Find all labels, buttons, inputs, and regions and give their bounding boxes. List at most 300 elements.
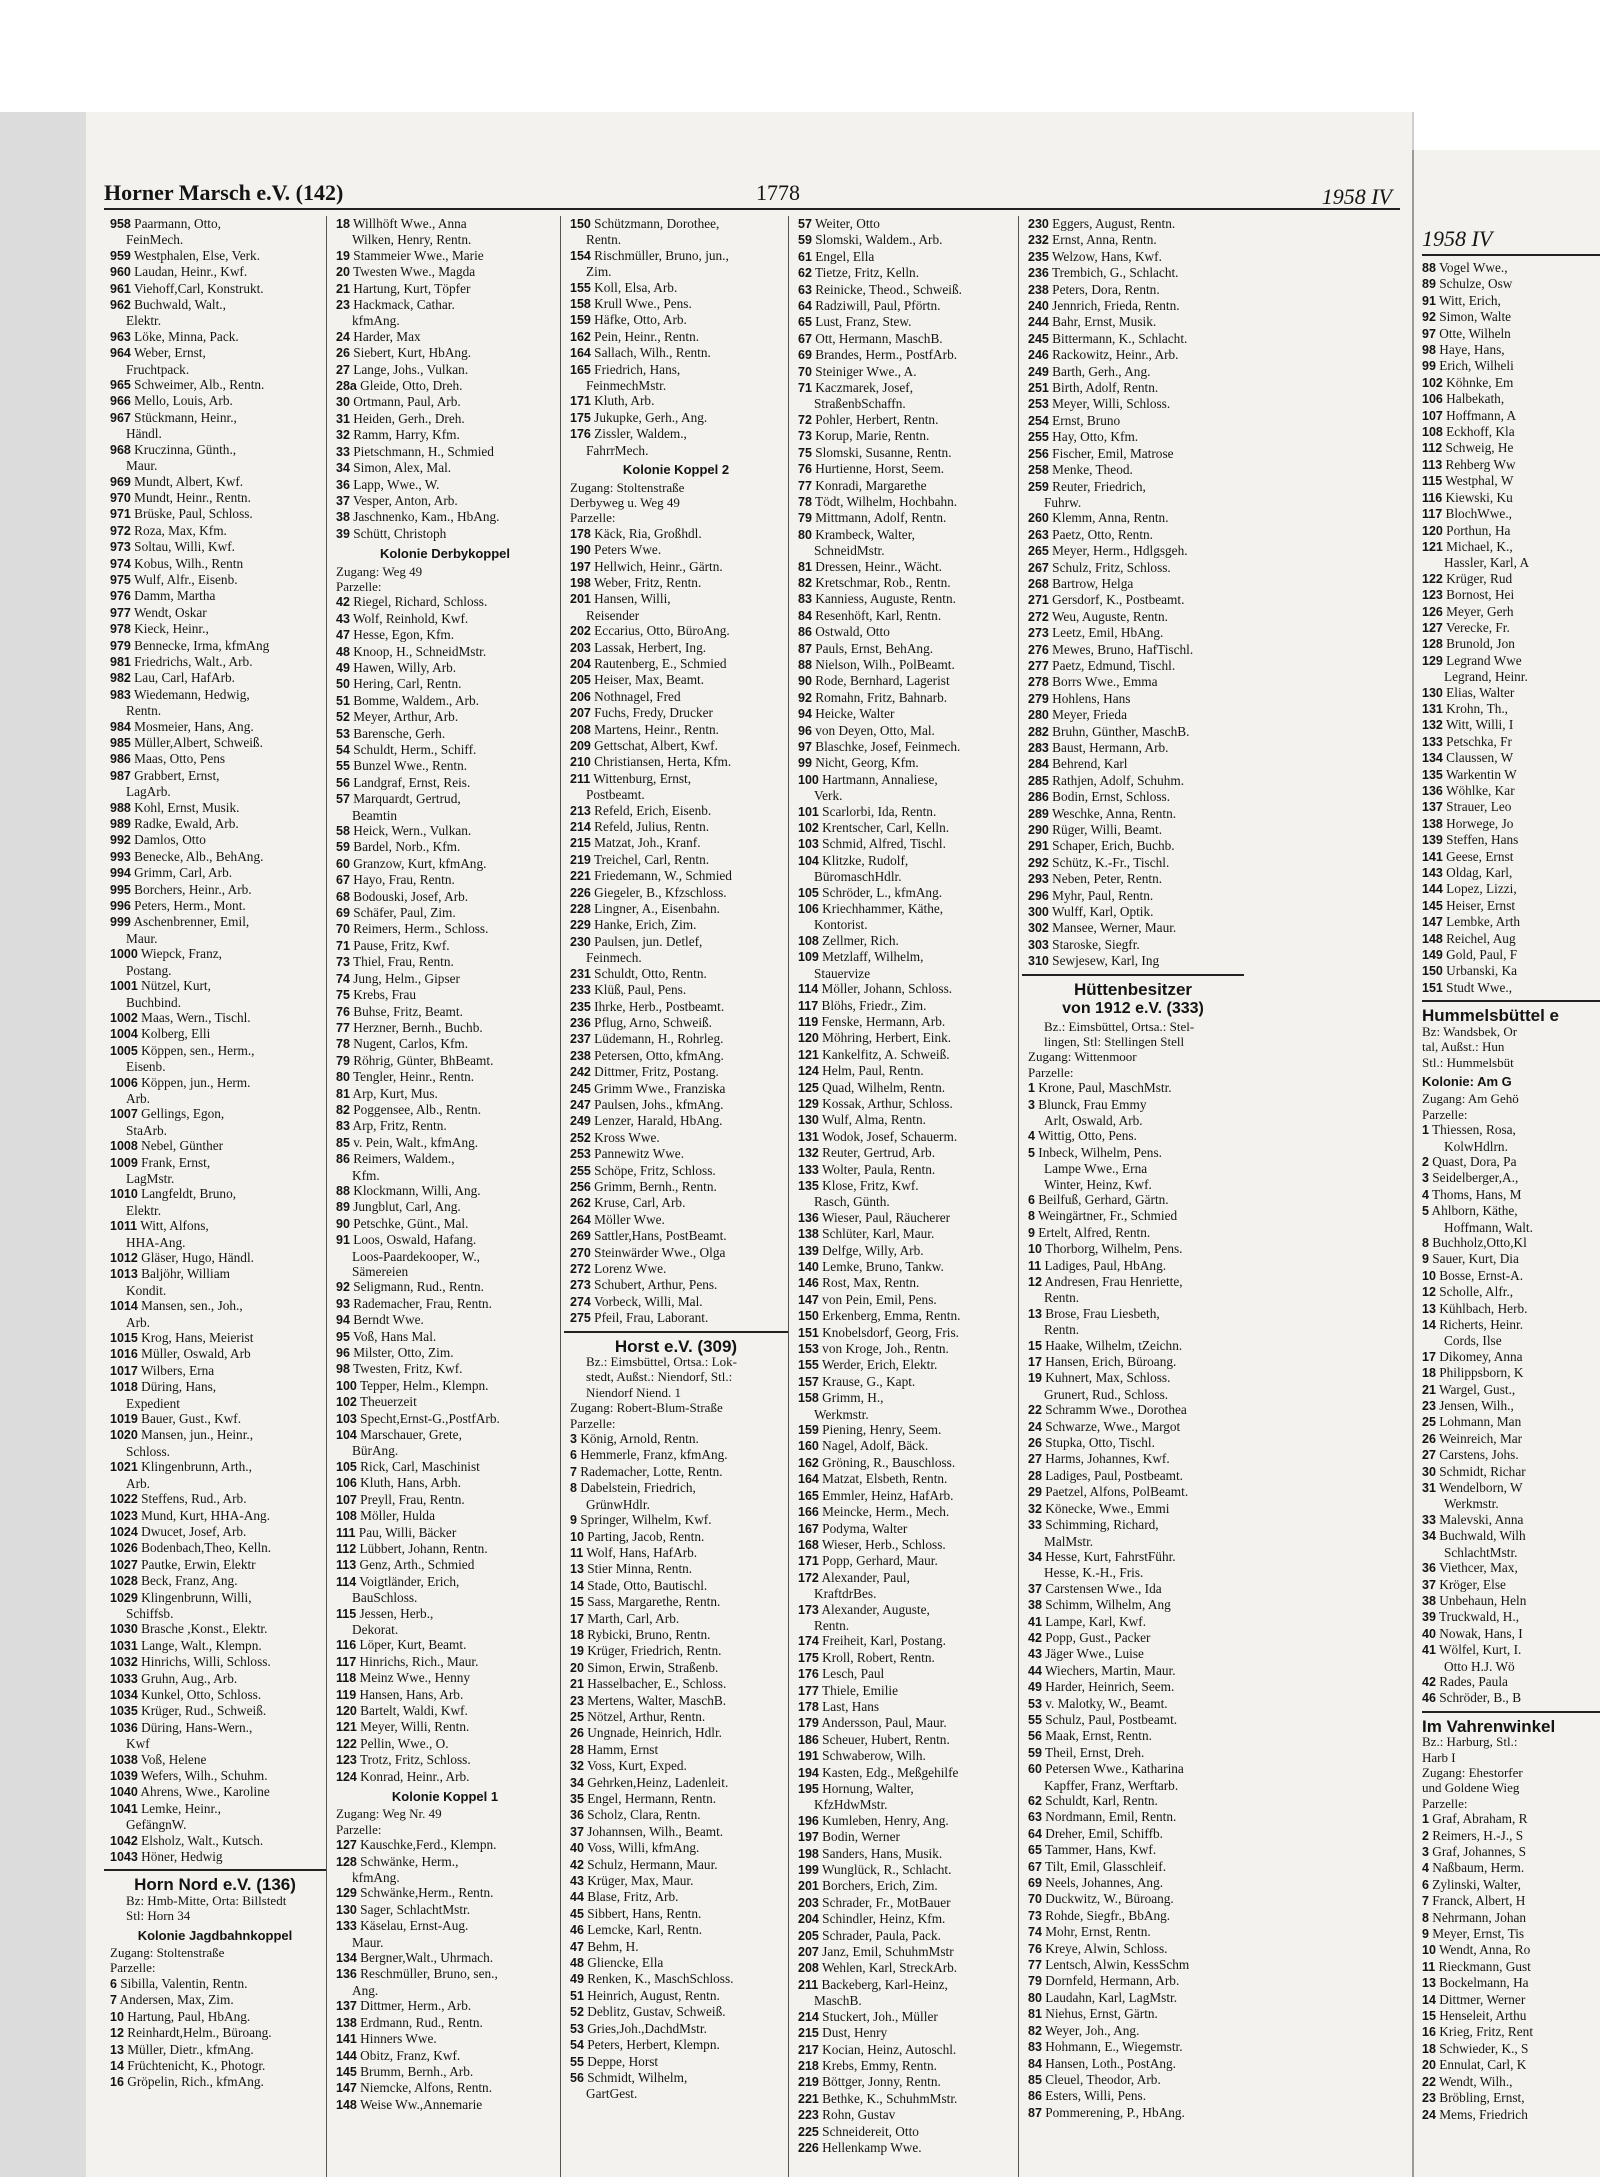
list-item: 976 Damm, Martha bbox=[110, 588, 216, 604]
list-item: 32 Könecke, Wwe., Emmi bbox=[1028, 1500, 1170, 1516]
list-item: 1032 Hinrichs, Willi, Schloss. bbox=[110, 1654, 271, 1670]
list-item: 235 Ihrke, Herb., Postbeamt. bbox=[570, 998, 725, 1014]
list-item: 22 Wendt, Wilh., bbox=[1422, 2073, 1513, 2089]
adjacent-page-header: 1958 IV bbox=[1422, 226, 1600, 256]
list-item: 107 Preyll, Frau, Rentn. bbox=[336, 1491, 465, 1507]
list-item: 236 Pflug, Arno, Schweiß. bbox=[570, 1014, 713, 1030]
list-item: 1035 Krüger, Rud., Schweiß. bbox=[110, 1703, 267, 1719]
list-item: SchneidMstr. bbox=[814, 543, 885, 559]
list-item: 160 Nagel, Adolf, Bäck. bbox=[798, 1438, 929, 1454]
list-item: 284 Behrend, Karl bbox=[1028, 756, 1128, 772]
list-item: 4 Wittig, Otto, Pens. bbox=[1028, 1128, 1137, 1144]
list-item: 38 Jaschnenko, Kam., HbAng. bbox=[336, 509, 500, 525]
list-item: 98 Haye, Hans, bbox=[1422, 342, 1505, 358]
list-item: 206 Nothnagel, Fred bbox=[570, 688, 681, 704]
list-item: 23 Jensen, Wilh., bbox=[1422, 1398, 1514, 1414]
list-item: 232 Ernst, Anna, Rentn. bbox=[1028, 232, 1157, 248]
list-item: 123 Bornost, Hei bbox=[1422, 587, 1515, 603]
list-item: 49 Hawen, Willy, Arb. bbox=[336, 659, 457, 675]
list-item: 11 Ladiges, Paul, HbAng. bbox=[1028, 1257, 1167, 1273]
list-item: 96 von Deyen, Otto, Mal. bbox=[798, 722, 935, 738]
entry-list bbox=[1422, 1811, 1600, 2123]
list-item: Hesse, K.-H., Fris. bbox=[1044, 1565, 1144, 1581]
list-item: 228 Lingner, A., Eisenbahn. bbox=[570, 901, 720, 917]
access-road: Zugang: Robert-Blum-Straße bbox=[570, 1400, 723, 1416]
list-item: Grunert, Rud., Schloss. bbox=[1044, 1386, 1169, 1402]
list-item: 252 Kross Wwe. bbox=[570, 1129, 660, 1145]
list-item: 27 Harms, Johannes, Kwf. bbox=[1028, 1451, 1170, 1467]
list-item: 1027 Pautke, Erwin, Elektr bbox=[110, 1556, 256, 1572]
list-item: 1018 Düring, Hans, bbox=[110, 1379, 217, 1395]
list-item: Rentn. bbox=[126, 703, 162, 719]
section-title: Hüttenbesitzer bbox=[1022, 974, 1244, 997]
list-item: 276 Mewes, Bruno, HafTischl. bbox=[1028, 641, 1194, 657]
list-item: 130 Wulf, Alma, Rentn. bbox=[798, 1112, 926, 1128]
list-item: 201 Hansen, Willi, bbox=[570, 591, 671, 607]
list-item: 218 Krebs, Emmy, Rentn. bbox=[798, 2057, 937, 2073]
list-item: 164 Matzat, Elsbeth, Rentn. bbox=[798, 1471, 948, 1487]
list-item: 7 Andersen, Max, Zim. bbox=[110, 1992, 234, 2008]
list-item: 108 Zellmer, Rich. bbox=[798, 932, 899, 948]
list-item: 302 Mansee, Werner, Maur. bbox=[1028, 920, 1177, 936]
list-item: 1005 Köppen, sen., Herm., bbox=[110, 1042, 255, 1058]
list-item: 12 Reinhardt,Helm., Büroang. bbox=[110, 2025, 272, 2041]
list-item: 144 Obitz, Franz, Kwf. bbox=[336, 2047, 461, 2063]
list-item: 46 Schröder, B., B bbox=[1422, 1690, 1522, 1706]
list-item: 147 Lembke, Arth bbox=[1422, 914, 1521, 930]
list-item: 13 Müller, Dietr., kfmAng. bbox=[110, 2041, 254, 2057]
list-item: 24 Harder, Max bbox=[336, 328, 421, 344]
entry-list bbox=[1422, 260, 1600, 996]
list-item: 198 Sanders, Hans, Musik. bbox=[798, 1845, 943, 1861]
list-item: 82 Poggensee, Alb., Rentn. bbox=[336, 1101, 482, 1117]
list-item: 1 Thiessen, Rosa, bbox=[1422, 1122, 1516, 1138]
entry-list bbox=[330, 216, 560, 542]
list-item: 89 Schulze, Osw bbox=[1422, 276, 1513, 292]
list-item: Rentn. bbox=[814, 1617, 850, 1633]
list-item: 205 Heiser, Max, Beamt. bbox=[570, 672, 705, 688]
list-item: 175 Jukupke, Gerh., Ang. bbox=[570, 409, 708, 425]
list-item: 153 von Kroge, Joh., Rentn. bbox=[798, 1341, 949, 1357]
section-info bbox=[104, 1893, 326, 1924]
list-item: 977 Wendt, Oskar bbox=[110, 604, 207, 620]
list-item: Stauervize bbox=[814, 965, 871, 981]
list-item: 25 Lohmann, Man bbox=[1422, 1414, 1522, 1430]
list-item: 79 Dornfeld, Hermann, Arb. bbox=[1028, 1973, 1180, 1989]
list-item: 256 Fischer, Emil, Matrose bbox=[1028, 445, 1174, 461]
list-item: 985 Müller,Albert, Schweiß. bbox=[110, 735, 263, 750]
list-item: 109 Metzlaff, Wilhelm, bbox=[798, 949, 924, 965]
list-item: 89 Jungblut, Carl, Ang. bbox=[336, 1199, 461, 1215]
list-item: 989 Radke, Ewald, Arb. bbox=[110, 816, 239, 832]
list-item: 75 Slomski, Susanne, Rentn. bbox=[798, 444, 952, 460]
list-item: 26 Weinreich, Mar bbox=[1422, 1430, 1523, 1446]
list-item: 194 Kasten, Edg., Meßgehilfe bbox=[798, 1764, 959, 1780]
list-item: FeinmechMstr. bbox=[586, 378, 667, 394]
section-info bbox=[1422, 1024, 1600, 1070]
list-item: 148 Reichel, Aug bbox=[1422, 930, 1516, 946]
list-item: 172 Alexander, Paul, bbox=[798, 1569, 910, 1585]
list-item: 47 Hesse, Egon, Kfm. bbox=[336, 627, 455, 643]
list-item: 1034 Kunkel, Otto, Schloss. bbox=[110, 1686, 262, 1702]
list-item: 251 Birth, Adolf, Rentn. bbox=[1028, 380, 1159, 396]
list-item: 3 König, Arnold, Rentn. bbox=[570, 1431, 699, 1447]
list-item: Fuhrw. bbox=[1044, 494, 1082, 510]
list-item: 132 Reuter, Gertrud, Arb. bbox=[798, 1145, 936, 1161]
list-item: 59 Theil, Ernst, Dreh. bbox=[1028, 1744, 1145, 1760]
list-item: 213 Refeld, Erich, Eisenb. bbox=[570, 802, 712, 818]
list-item: 80 Krambeck, Walter, bbox=[798, 526, 915, 542]
section-title: Horn Nord e.V. (136) bbox=[104, 1869, 326, 1892]
list-item: 291 Schaper, Erich, Buchb. bbox=[1028, 838, 1175, 854]
list-item: 178 Käck, Ria, Großhdl. bbox=[570, 525, 702, 541]
list-item: 42 Popp, Gust., Packer bbox=[1028, 1629, 1151, 1645]
list-item: 73 Korup, Marie, Rentn. bbox=[798, 428, 930, 444]
list-item: GefängnW. bbox=[126, 1817, 187, 1833]
list-item: 127 Verecke, Fr. bbox=[1422, 619, 1510, 635]
list-item: 966 Mello, Louis, Arb. bbox=[110, 393, 233, 409]
header-association: Horner Marsch e.V. (142) bbox=[104, 180, 344, 205]
entry-list bbox=[564, 216, 788, 458]
list-item: 1021 Klingenbrunn, Arth., bbox=[110, 1459, 252, 1475]
list-item: 55 Deppe, Horst bbox=[570, 2053, 659, 2069]
list-item: 51 Bomme, Waldem., Arb. bbox=[336, 692, 479, 708]
list-item: 131 Krohn, Th., bbox=[1422, 700, 1508, 716]
list-item: 143 Oldag, Karl, bbox=[1422, 865, 1513, 881]
list-item: Elektr. bbox=[126, 1202, 162, 1218]
list-item: 53 Gries,Joh.,DachdMstr. bbox=[570, 2020, 707, 2036]
list-item: Ang. bbox=[352, 1982, 379, 1998]
list-item: 8 Weingärtner, Fr., Schmied bbox=[1028, 1208, 1178, 1224]
list-item: 962 Buchwald, Walt., bbox=[110, 297, 226, 313]
list-item: 173 Alexander, Auguste, bbox=[798, 1601, 930, 1617]
list-item: 211 Wittenburg, Ernst, bbox=[570, 770, 692, 786]
page-header bbox=[104, 178, 1400, 210]
list-item: 1029 Klingenbrunn, Willi, bbox=[110, 1589, 252, 1605]
list-item: 1024 Dwucet, Josef, Arb. bbox=[110, 1523, 247, 1539]
list-item: 50 Hering, Carl, Rentn. bbox=[336, 676, 462, 692]
list-item: 108 Möller, Hulda bbox=[336, 1508, 435, 1524]
list-item: 52 Deblitz, Gustav, Schweiß. bbox=[570, 2004, 726, 2020]
list-item: 278 Borrs Wwe., Emma bbox=[1028, 674, 1158, 690]
list-item: kfmAng. bbox=[352, 313, 400, 329]
list-item: 21 Hartung, Kurt, Töpfer bbox=[336, 280, 471, 296]
list-item: 986 Maas, Otto, Pens bbox=[110, 751, 226, 767]
list-item: 78 Tödt, Wilhelm, Hochbahn. bbox=[798, 493, 958, 509]
directory-page bbox=[86, 112, 1412, 2177]
entry-list bbox=[330, 594, 560, 1785]
list-item: stedt, Außst.: Niendorf, Stl.: bbox=[586, 1369, 733, 1385]
list-item: 144 Lopez, Lizzi, bbox=[1422, 881, 1517, 897]
list-item: 17 Hansen, Erich, Büroang. bbox=[1028, 1354, 1177, 1370]
list-item: 46 Lemcke, Karl, Rentn. bbox=[570, 1922, 703, 1938]
list-item: 214 Refeld, Julius, Rentn. bbox=[570, 819, 710, 835]
list-item: 197 Hellwich, Heinr., Gärtn. bbox=[570, 558, 723, 574]
list-item: 196 Kumleben, Henry, Ang. bbox=[798, 1812, 949, 1828]
list-item: 167 Podyma, Walter bbox=[798, 1520, 908, 1536]
list-item: 20 Twesten Wwe., Magda bbox=[336, 264, 476, 280]
list-item: 262 Kruse, Carl, Arb. bbox=[570, 1195, 686, 1211]
list-item: 176 Zissler, Waldem., bbox=[570, 426, 687, 442]
list-item: 19 Krüger, Friedrich, Rentn. bbox=[570, 1643, 722, 1659]
list-item: 145 Heiser, Ernst bbox=[1422, 897, 1516, 913]
list-item: 121 Meyer, Willi, Rentn. bbox=[336, 1719, 470, 1735]
plot-label: Parzelle: bbox=[570, 510, 616, 526]
list-item: HHA-Ang. bbox=[126, 1234, 186, 1250]
list-item: 92 Seligmann, Rud., Rentn. bbox=[336, 1279, 484, 1295]
list-item: 76 Kreye, Alwin, Schloss. bbox=[1028, 1940, 1168, 1956]
list-item: 151 Knobelsdorf, Georg, Fris. bbox=[798, 1324, 959, 1340]
list-item: Rentn. bbox=[586, 232, 622, 248]
list-item: 136 Wieser, Paul, Räucherer bbox=[798, 1209, 951, 1225]
list-item: 198 Weber, Fritz, Rentn. bbox=[570, 574, 702, 590]
list-item: 277 Paetz, Edmund, Tischl. bbox=[1028, 657, 1176, 673]
list-item: 1012 Gläser, Hugo, Händl. bbox=[110, 1250, 254, 1265]
list-item: 68 Bodouski, Josef, Arb. bbox=[336, 888, 469, 904]
list-item: 37 Vesper, Anton, Arb. bbox=[336, 492, 458, 508]
list-item: 12 Andresen, Frau Henriette, bbox=[1028, 1274, 1183, 1289]
list-item: 175 Kroll, Robert, Rentn. bbox=[798, 1649, 935, 1665]
list-item: 36 Scholz, Clara, Rentn. bbox=[570, 1807, 701, 1823]
list-item: 41 Lampe, Karl, Kwf. bbox=[1028, 1613, 1147, 1629]
list-item: 70 Reimers, Herm., Schloss. bbox=[336, 921, 489, 937]
list-item: Rentn. bbox=[1044, 1290, 1080, 1306]
list-item: 23 Hackmack, Cathar. bbox=[336, 297, 455, 313]
list-item: 94 Berndt Wwe. bbox=[336, 1312, 424, 1328]
list-item: LagMstr. bbox=[126, 1170, 175, 1186]
list-item: 40 Nowak, Hans, I bbox=[1422, 1625, 1523, 1641]
list-item: Arlt, Oswald, Arb. bbox=[1044, 1112, 1143, 1128]
list-item: 148 Weise Ww.,Annemarie bbox=[336, 2096, 483, 2112]
list-item: Rentn. bbox=[1044, 1322, 1080, 1338]
list-item: 139 Steffen, Hans bbox=[1422, 832, 1519, 848]
list-item: Schiffsb. bbox=[126, 1605, 174, 1621]
list-item: 1019 Bauer, Gust., Kwf. bbox=[110, 1411, 242, 1427]
list-item: Postang. bbox=[126, 962, 172, 978]
list-item: 272 Weu, Auguste, Rentn. bbox=[1028, 608, 1168, 624]
list-item: 137 Strauer, Leo bbox=[1422, 799, 1512, 815]
list-item: 65 Tammer, Hans, Kwf. bbox=[1028, 1842, 1157, 1858]
list-item: 114 Voigtländer, Erich, bbox=[336, 1573, 460, 1589]
list-item: 254 Ernst, Bruno bbox=[1028, 412, 1121, 428]
entry-list bbox=[330, 1837, 560, 2113]
list-item: 1031 Lange, Walt., Klempn. bbox=[110, 1637, 262, 1653]
list-item: 171 Popp, Gerhard, Maur. bbox=[798, 1553, 938, 1569]
list-item: 32 Voss, Kurt, Exped. bbox=[570, 1758, 687, 1774]
list-item: 117 Hinrichs, Rich., Maur. bbox=[336, 1653, 479, 1669]
list-item: 203 Schrader, Fr., MotBauer bbox=[798, 1894, 951, 1910]
list-item: Eisenb. bbox=[126, 1059, 166, 1075]
list-item: 43 Krüger, Max, Maur. bbox=[570, 1873, 694, 1889]
list-item: 230 Eggers, August, Rentn. bbox=[1028, 216, 1176, 231]
list-item: 255 Hay, Otto, Kfm. bbox=[1028, 429, 1139, 445]
list-item: 289 Weschke, Anna, Rentn. bbox=[1028, 805, 1177, 821]
list-item: 42 Rades, Paula bbox=[1422, 1673, 1508, 1689]
list-item: 256 Grimm, Bernh., Rentn. bbox=[570, 1178, 717, 1194]
list-item: 253 Pannewitz Wwe. bbox=[570, 1146, 685, 1162]
list-item: 121 Kankelfitz, A. Schweiß. bbox=[798, 1046, 950, 1062]
list-item: Otto H.J. Wö bbox=[1444, 1658, 1515, 1674]
list-item: 63 Reinicke, Theod., Schweiß. bbox=[798, 281, 962, 297]
list-item: 49 Renken, K., MaschSchloss. bbox=[570, 1971, 734, 1987]
page-number: 1778 bbox=[756, 180, 800, 205]
list-item: 133 Petschka, Fr bbox=[1422, 733, 1512, 749]
list-item: und Goldene Wieg bbox=[1422, 1780, 1520, 1796]
access-road: Zugang: Weg Nr. 49 bbox=[336, 1806, 442, 1822]
list-item: 157 Krause, G., Kapt. bbox=[798, 1373, 916, 1389]
list-item: 25 Nötzel, Arthur, Rentn. bbox=[570, 1708, 706, 1724]
list-item: 238 Petersen, Otto, kfmAng. bbox=[570, 1047, 724, 1063]
scan-right-margin bbox=[1412, 0, 1600, 150]
list-item: 186 Scheuer, Hubert, Rentn. bbox=[798, 1731, 950, 1747]
list-item: 971 Brüske, Paul, Schloss. bbox=[110, 506, 253, 522]
list-item: 48 Gliencke, Ella bbox=[570, 1955, 664, 1971]
list-item: 236 Trembich, G., Schlacht. bbox=[1028, 265, 1179, 281]
list-item: 86 Reimers, Waldem., bbox=[336, 1151, 455, 1167]
list-item: 117 Blöhs, Friedr., Zim. bbox=[798, 997, 927, 1013]
list-item: 57 Marquardt, Gertrud, bbox=[336, 791, 461, 807]
list-item: Cords, Ilse bbox=[1444, 1333, 1502, 1349]
list-item: 5 Ahlborn, Käthe, bbox=[1422, 1203, 1518, 1219]
list-item: 168 Wieser, Herb., Schloss. bbox=[798, 1536, 946, 1552]
list-item: 207 Fuchs, Fredy, Drucker bbox=[570, 705, 713, 721]
list-item: 73 Rohde, Siegfr., BbAng. bbox=[1028, 1907, 1171, 1923]
list-item: 8 Dabelstein, Friedrich, bbox=[570, 1480, 696, 1496]
list-item: 73 Thiel, Frau, Rentn. bbox=[336, 954, 454, 970]
section-info bbox=[1422, 1734, 1600, 1765]
list-item: 112 Lübbert, Johann, Rentn. bbox=[336, 1540, 488, 1556]
list-item: 996 Peters, Herm., Mont. bbox=[110, 898, 246, 914]
list-item: 114 Möller, Johann, Schloss. bbox=[798, 981, 953, 997]
list-item: Lampe Wwe., Erna bbox=[1044, 1161, 1148, 1177]
list-item: 79 Mittmann, Adolf, Rentn. bbox=[798, 510, 947, 526]
list-item: 151 Studt Wwe., bbox=[1422, 979, 1513, 995]
list-item: 136 Reschmüller, Bruno, sen., bbox=[336, 1966, 498, 1982]
list-item: 14 Dittmer, Werner bbox=[1422, 1991, 1526, 2007]
list-item: 100 Tepper, Helm., Klempn. bbox=[336, 1377, 489, 1393]
list-item: 19 Kuhnert, Max, Schloss. bbox=[1028, 1370, 1171, 1386]
list-item: 1028 Beck, Franz, Ang. bbox=[110, 1573, 238, 1589]
list-item: 37 Carstensen Wwe., Ida bbox=[1028, 1580, 1162, 1596]
list-item: 1041 Lemke, Heinr., bbox=[110, 1800, 221, 1816]
list-item: 17 Dikomey, Anna bbox=[1422, 1348, 1523, 1364]
list-item: 983 Wiedemann, Hedwig, bbox=[110, 686, 250, 702]
list-item: 51 Heinrich, August, Rentn. bbox=[570, 1987, 720, 2003]
list-item: 84 Hansen, Loth., PostAng. bbox=[1028, 2055, 1176, 2071]
list-item: 259 Reuter, Friedrich, bbox=[1028, 478, 1146, 494]
list-item: MaschB. bbox=[814, 1993, 862, 2009]
list-item: Kwf bbox=[126, 1736, 150, 1752]
list-item: Stl.: Hummelsbüt bbox=[1422, 1054, 1514, 1070]
list-item: 273 Leetz, Emil, HbAng. bbox=[1028, 625, 1164, 641]
list-item: KfzHdwMstr. bbox=[814, 1797, 888, 1813]
list-item: 106 Kluth, Hans, Arbh. bbox=[336, 1475, 462, 1491]
list-item: 290 Rüger, Willi, Beamt. bbox=[1028, 822, 1163, 838]
list-item: 1 Graf, Abraham, R bbox=[1422, 1811, 1528, 1827]
list-item: 1026 Bodenbach,Theo, Kelln. bbox=[110, 1540, 272, 1556]
list-item: 162 Gröning, R., Bauschloss. bbox=[798, 1454, 956, 1470]
list-item: 88 Klockmann, Willi, Ang. bbox=[336, 1182, 481, 1198]
list-item: 1002 Maas, Wern., Tischl. bbox=[110, 1009, 251, 1025]
list-item: 171 Kluth, Arb. bbox=[570, 393, 655, 409]
list-item: 310 Sewjesew, Karl, Ing bbox=[1028, 953, 1160, 969]
list-item: 965 Schweimer, Alb., Rentn. bbox=[110, 377, 265, 393]
access-road-2: Derbyweg u. Weg 49 bbox=[570, 494, 680, 510]
list-item: 121 Michael, K., bbox=[1422, 538, 1513, 554]
list-item: 30 Schmidt, Richar bbox=[1422, 1463, 1526, 1479]
list-item: 210 Christiansen, Herta, Kfm. bbox=[570, 754, 732, 770]
list-item: 67 Tilt, Emil, Glasschleif. bbox=[1028, 1858, 1167, 1874]
list-item: 85 Cleuel, Theodor, Arb. bbox=[1028, 2071, 1161, 2087]
list-item: 179 Andersson, Paul, Maur. bbox=[798, 1715, 947, 1731]
entry-list bbox=[792, 216, 1018, 2156]
list-item: 1006 Köppen, jun., Herm. bbox=[110, 1074, 251, 1090]
list-item: 138 Horwege, Jo bbox=[1422, 815, 1514, 831]
colony-title: Kolonie Derbykoppel bbox=[379, 546, 511, 562]
list-item: 10 Parting, Jacob, Rentn. bbox=[570, 1528, 705, 1544]
list-item: Feinmech. bbox=[586, 950, 642, 966]
list-item: 9 Sauer, Kurt, Dia bbox=[1422, 1251, 1519, 1267]
list-item: 94 Heicke, Walter bbox=[798, 706, 895, 722]
list-item: Beamtin bbox=[352, 807, 398, 823]
list-item: 981 Friedrichs, Walt., Arb. bbox=[110, 653, 253, 669]
list-item: 33 Schimming, Richard, bbox=[1028, 1517, 1159, 1533]
list-item: 99 Nicht, Georg, Kfm. bbox=[798, 755, 919, 771]
list-item: 147 von Pein, Emil, Pens. bbox=[798, 1291, 937, 1307]
list-item: 3 Blunck, Frau Emmy bbox=[1028, 1096, 1147, 1112]
list-item: 42 Schulz, Hermann, Maur. bbox=[570, 1856, 718, 1872]
list-item: 103 Schmid, Alfred, Tischl. bbox=[798, 836, 946, 852]
list-item: BürAng. bbox=[352, 1443, 399, 1459]
list-item: 1030 Brasche ,Konst., Elektr. bbox=[110, 1621, 268, 1637]
list-item: 96 Milster, Otto, Zim. bbox=[336, 1345, 454, 1361]
list-item: Bz.: Eimsbüttel, Ortsa.: Stel- bbox=[1044, 1018, 1195, 1034]
list-item: 1014 Mansen, sen., Joh., bbox=[110, 1298, 243, 1314]
list-item: 102 Krentscher, Carl, Kelln. bbox=[798, 820, 950, 836]
list-item: 30 Ortmann, Paul, Arb. bbox=[336, 394, 461, 410]
list-item: Zugang: Ehestorfer bbox=[1422, 1764, 1523, 1780]
section-info bbox=[1022, 1019, 1244, 1050]
list-item: 131 Wodok, Josef, Schauerm. bbox=[798, 1128, 958, 1144]
list-item: 117 BlochWwe., bbox=[1422, 506, 1512, 522]
list-item: KolwHdlrn. bbox=[1444, 1138, 1508, 1154]
list-item: 134 Bergner,Walt., Uhrmach. bbox=[336, 1950, 494, 1966]
list-item: Bz: Hmb-Mitte, Orta: Billstedt bbox=[126, 1892, 287, 1908]
list-item: 105 Schröder, L., kfmAng. bbox=[798, 884, 943, 900]
list-item: 24 Schwarze, Wwe., Margot bbox=[1028, 1418, 1181, 1434]
list-item: 56 Landgraf, Ernst, Reis. bbox=[336, 774, 471, 790]
list-item: 1011 Witt, Alfons, bbox=[110, 1218, 209, 1234]
list-item: 69 Brandes, Herm., PostfArb. bbox=[798, 347, 958, 363]
section-title: Hummelsbüttel e bbox=[1422, 1000, 1600, 1023]
list-item: 136 Wöhlke, Kar bbox=[1422, 783, 1515, 798]
list-item: 106 Kriechhammer, Käthe, bbox=[798, 901, 944, 917]
list-item: Werkmstr. bbox=[814, 1406, 869, 1422]
list-item: 119 Hansen, Hans, Arb. bbox=[336, 1686, 464, 1702]
list-item: 999 Aschenbrenner, Emil, bbox=[110, 914, 250, 930]
list-item: 35 Engel, Hermann, Rentn. bbox=[570, 1791, 717, 1806]
list-item: 130 Elias, Walter bbox=[1422, 684, 1515, 700]
list-item: 970 Mundt, Heinr., Rentn. bbox=[110, 489, 251, 505]
list-item: 115 Westphal, W bbox=[1422, 473, 1514, 489]
list-item: 133 Käselau, Ernst-Aug. bbox=[336, 1918, 469, 1934]
list-item: 162 Pein, Heinr., Rentn. bbox=[570, 328, 700, 344]
list-item: 230 Paulsen, jun. Detlef, bbox=[570, 933, 703, 949]
list-item: 14 Stade, Otto, Bautischl. bbox=[570, 1577, 708, 1593]
list-item: 18 Willhöft Wwe., Anna bbox=[336, 216, 467, 231]
list-item: 300 Wulff, Karl, Optik. bbox=[1028, 904, 1154, 920]
list-item: 122 Pellin, Wwe., O. bbox=[336, 1735, 449, 1751]
